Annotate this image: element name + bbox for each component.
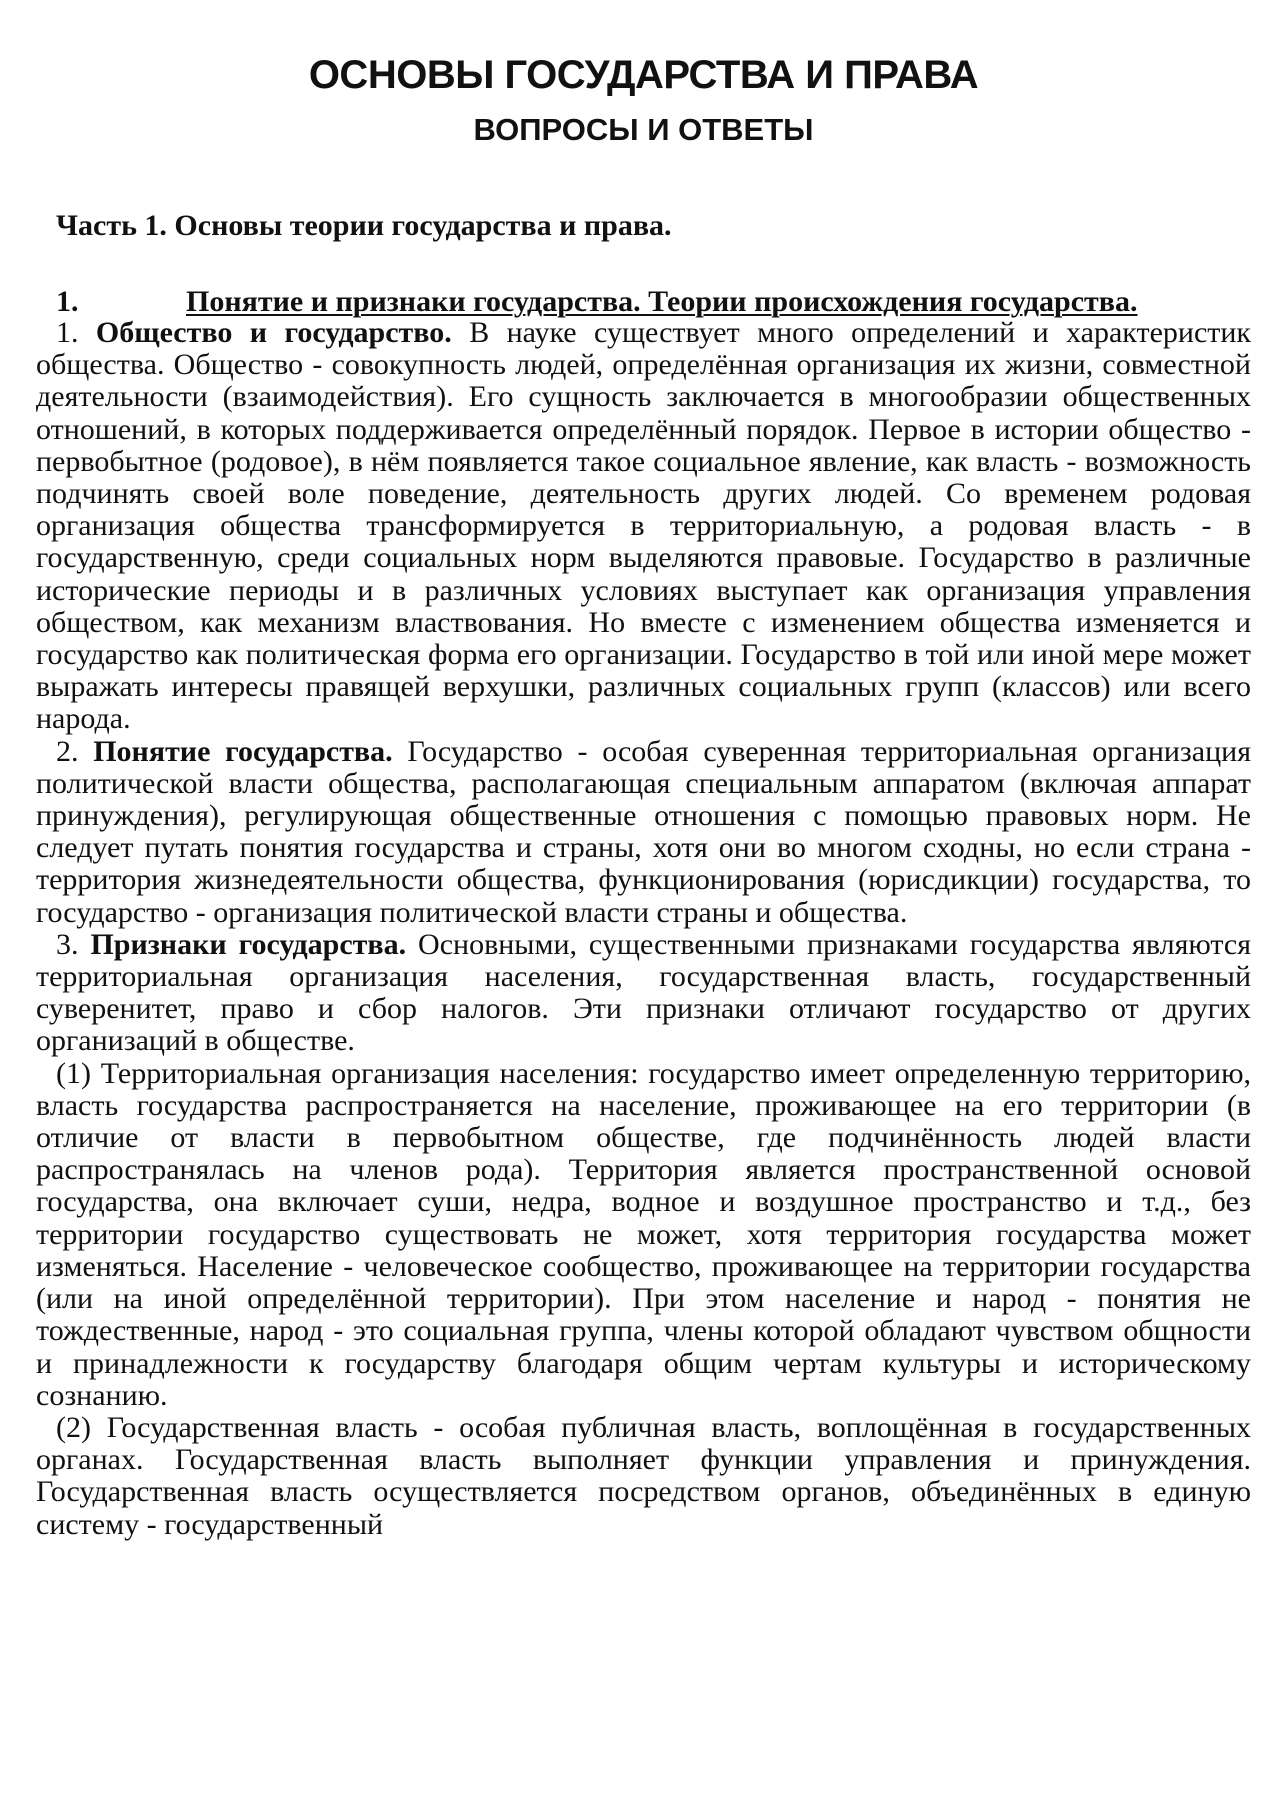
document-page	[36, 0, 1251, 1541]
paragraph-lead-term: Общество и государство.	[95, 316, 452, 349]
document-title: ОСНОВЫ ГОСУДАРСТВА И ПРАВА	[308, 53, 979, 97]
paragraph-number: 3.	[56, 927, 79, 961]
part-heading: Часть 1. Основы теории государства и права.	[56, 209, 672, 242]
paragraph-lead-term: Понятие государства.	[93, 734, 393, 768]
paragraph-text: (2) Государственная власть - особая публичная власть, воплощённая в государственных органах. Государственная власть выполняет функции управления и принуждения. Государственная власть осуществляется посредством органов, объединённых в единую систему - государственный	[36, 1410, 1251, 1541]
paragraph-number: 1.	[56, 316, 79, 349]
paragraph-society-and-state	[36, 317, 1251, 736]
paragraph-text: (1) Территориальная организация населения: государство имеет определенную территорию, власть государства распространяется на население, проживающее на его территории (в отличие от власти в первобытном обществе, где подчинённость людей власти распространялась на членов рода). Территория является пространственной основой государства, она включает суши, недра, водное и воздушное пространство и т.д., без территории государство существовать не может, хотя территория государства может изменяться. Население - человеческое сообщество, проживающее на территории государства (или на иной определённой территории). При этом население и народ - понятия не тождественные, народ - это социальная группа, члены которой обладают чувством общности и принадлежности к государству благодаря общим чертам культуры и историческому сознанию.	[36, 1056, 1251, 1412]
paragraph-lead-term: Признаки государства.	[90, 927, 407, 961]
document-subtitle: ВОПРОСЫ И ОТВЕТЫ	[473, 112, 814, 147]
section-number: 1.	[56, 285, 79, 318]
paragraph-state-power	[36, 1412, 1251, 1541]
paragraph-text: В науке существует много определений и характеристик общества. Общество - совокупность людей, определённая организация их жизни, совместной деятельности (взаимодействия). Его сущность заключается в многообразии общественных отношений, в которых поддерживается определённый порядок. Первое в истории общество - первобытное (родовое), в нём появляется такое социальное явление, как власть - возможность подчинять своей воле поведение, деятельность других людей. Со временем родовая организация общества трансформируется в территориальную, а родовая власть - в государственную, среди социальных норм выделяются правовые. Государство в различные исторические периоды и в различных условиях выступает как организация управления обществом, как механизм властвования. Но вместе с изменением общества изменяется и государство как политическая форма его организации. Государство в той или иной мере может выражать интересы правящей верхушки, различных социальных групп (классов) или всего народа.	[36, 316, 1251, 736]
paragraph-territorial-organization	[36, 1058, 1251, 1412]
section-heading	[36, 286, 1251, 317]
paragraph-text: Государство - особая суверенная территориальная организация политической власти общества, располагающая специальным аппаратом (включая аппарат принуждения), регулирующая общественные отношения с помощью правовых норм. Не следует путать понятия государства и страны, хотя они во многом сходны, но если страна - территория жизнедеятельности общества, функционирования (юрисдикции) государства, то государство - организация политической власти страны и общества.	[36, 734, 1252, 929]
paragraph-text: Основными, существенными признаками государства являются территориальная организация населения, государственная власть, государственный суверенитет, право и сбор налогов. Эти признаки отличают государство от других организаций в обществе.	[36, 927, 1252, 1058]
paragraph-state-features	[36, 929, 1251, 1058]
paragraph-state-concept	[36, 736, 1251, 929]
section-title: Понятие и признаки государства. Теории происхождения государства.	[186, 285, 1138, 318]
paragraph-number: 2.	[56, 734, 79, 768]
